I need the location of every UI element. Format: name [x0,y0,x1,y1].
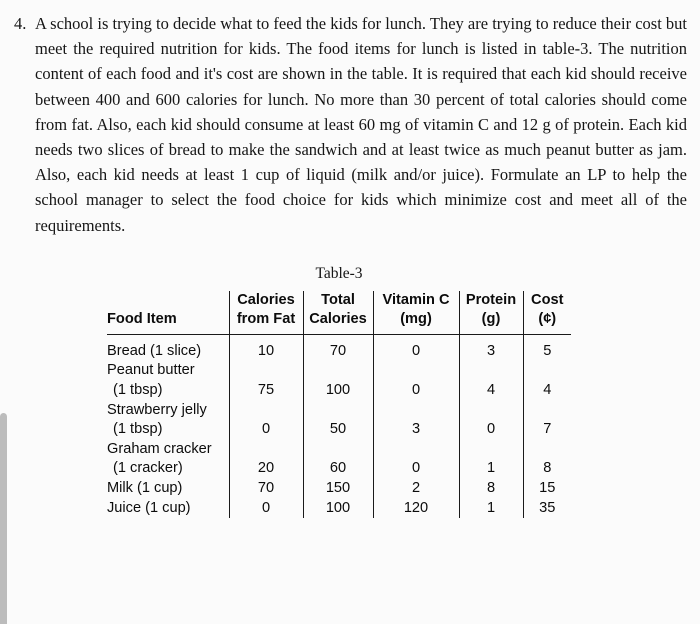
header-line: (g) [481,310,501,327]
table-cell: 75 [229,381,303,401]
table-cell: 10 [229,334,303,361]
header-line: Cost [531,291,564,308]
table-cell: 7 [523,420,571,440]
table-cell [303,440,373,460]
table-row [107,440,571,460]
table-cell: 120 [373,499,459,519]
table-cell: 35 [523,499,571,519]
food-item-label: Strawberry jelly [107,401,207,418]
table-row [107,361,571,381]
header-line: (mg) [400,310,432,327]
table-cell [229,361,303,381]
table-cell: 50 [303,420,373,440]
table-row [107,459,571,479]
table-cell: 0 [229,420,303,440]
table-cell: 4 [459,381,523,401]
food-item-sublabel: (1 tbsp) [113,421,163,438]
food-item-label: Juice (1 cup) [107,499,191,516]
col-header-total-calories [303,291,373,335]
table-cell [459,361,523,381]
table-cell [373,440,459,460]
table-cell: 70 [303,334,373,361]
table-cell: 60 [303,459,373,479]
header-line: (¢) [538,310,557,327]
table-cell [523,361,571,381]
table-cell: 100 [303,381,373,401]
table-cell: 150 [303,479,373,499]
table-cell [523,401,571,421]
header-row [107,291,571,335]
table-title: Table-3 [315,264,363,282]
food-item-sublabel: (1 tbsp) [113,382,163,399]
table-cell: 5 [523,334,571,361]
table-cell [303,401,373,421]
table-cell: 4 [523,381,571,401]
food-item-label: Bread (1 slice) [107,342,202,359]
table-cell: 0 [229,499,303,519]
food-item-sublabel: (1 cracker) [113,460,183,477]
header-line: from Fat [236,310,296,327]
table-cell: 70 [229,479,303,499]
col-header-vitamin-c [373,291,459,335]
table-cell: 20 [229,459,303,479]
problem-statement [0,0,700,238]
nutrition-table-section [107,265,571,518]
food-item-label: Milk (1 cup) [107,479,183,496]
col-header-cost [523,291,571,335]
table-cell [459,440,523,460]
table-cell: 3 [459,334,523,361]
problem-text: A school is trying to decide what to feed the kids for lunch. They are trying to reduce their cost but meet the required nutrition for kids. The food items for lunch is listed in table-3. The nutrition content of each food and it's cost are shown in the table. It is required that each kid should receive between 400 and 600 calories for lunch. No more than 30 percent of total calories should come from fat. Also, each kid should consume at least 60 mg of vitamin C and 12 g of protein. Each kid needs two slices of bread to make the sandwich and at least twice as much peanut butter as jam. Also, each kid needs at least 1 cup of liquid (milk and/or juice). Formulate an LP to help the school manager to select the food choice for kids which minimize cost and meet all of the requirements. [35,14,687,235]
table-cell: 15 [523,479,571,499]
table-cell: 3 [373,420,459,440]
table-cell: 8 [459,479,523,499]
header-line: Total [321,291,355,308]
table-cell [373,401,459,421]
table-cell [523,440,571,460]
table-cell: 0 [373,459,459,479]
nutrition-table [107,291,571,518]
table-cell [303,361,373,381]
problem-number: 4. [14,14,27,33]
table-cell: 0 [373,334,459,361]
table-cell [459,401,523,421]
scrollbar-thumb[interactable] [0,413,7,624]
table-cell [373,361,459,381]
table-row [107,381,571,401]
table-cell [229,440,303,460]
table-row [107,334,571,361]
header-line: Protein [465,291,517,308]
table-row [107,479,571,499]
col-header-food-item [107,291,229,335]
col-header-calories-from-fat [229,291,303,335]
table-cell: 100 [303,499,373,519]
table-cell: 8 [523,459,571,479]
header-line: Calories [237,291,295,308]
header-line: Calories [309,310,367,327]
table-row [107,420,571,440]
food-item-label: Graham cracker [107,440,212,457]
table-cell: 0 [459,420,523,440]
table-row [107,499,571,519]
table-cell: 0 [373,381,459,401]
table-cell: 2 [373,479,459,499]
header-line: Food Item [107,310,177,327]
table-cell: 1 [459,459,523,479]
table-cell: 1 [459,499,523,519]
food-item-label: Peanut butter [107,362,195,379]
table-cell [229,401,303,421]
header-line: Vitamin C [382,291,450,308]
table-row [107,401,571,421]
col-header-protein [459,291,523,335]
